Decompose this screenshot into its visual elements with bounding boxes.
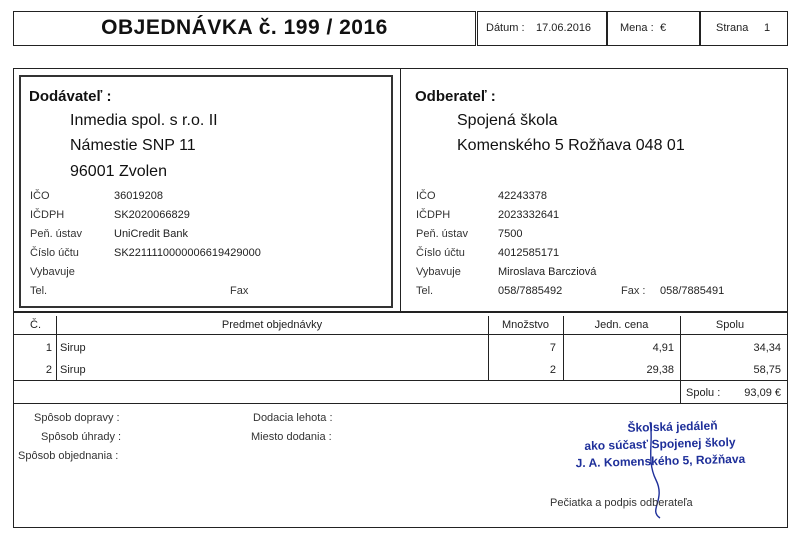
date-label: Dátum : — [486, 22, 525, 34]
row-no: 2 — [45, 364, 52, 376]
customer-fax-label: Fax : — [621, 285, 646, 297]
date-value: 17.06.2016 — [536, 22, 592, 34]
col-header-qty: Množstvo — [501, 319, 550, 331]
customer-contact-value: Miroslava Barcziová — [498, 266, 597, 278]
supplier-bank-value: UniCredit Bank — [114, 228, 188, 240]
sum-divider — [680, 380, 681, 403]
supplier-account-label: Číslo účtu — [30, 247, 79, 259]
row-qty: 7 — [549, 342, 556, 354]
supplier-contact-label: Vybavuje — [30, 266, 75, 278]
row-item: Sirup — [60, 364, 86, 376]
customer-heading: Odberateľ : — [415, 88, 496, 105]
supplier-name: Inmedia spol. s r.o. II — [70, 112, 218, 129]
customer-ico-value: 42243378 — [498, 190, 547, 202]
table-body-border — [13, 380, 788, 381]
page-label: Strana — [716, 22, 749, 34]
stamp-line: Školská jedáleň — [627, 418, 718, 435]
supplier-icdph-value: SK2020066829 — [114, 209, 190, 221]
row-unit-price: 4,91 — [652, 342, 674, 354]
supplier-ico-label: IČO — [30, 190, 50, 202]
payment-label: Spôsob úhrady : — [41, 431, 122, 443]
supplier-ico-value: 36019208 — [114, 190, 163, 202]
row-total: 58,75 — [753, 364, 781, 376]
customer-account-label: Číslo účtu — [416, 247, 465, 259]
customer-fax-value: 058/7885491 — [660, 285, 725, 297]
supplier-fax-label: Fax — [230, 285, 249, 297]
supplier-street: Námestie SNP 11 — [70, 137, 196, 154]
delivery-date-label: Dodacia lehota : — [253, 412, 333, 424]
col-header-total: Spolu — [715, 319, 745, 331]
row-total: 34,34 — [753, 342, 781, 354]
customer-account-value: 4012585171 — [498, 247, 560, 259]
signature-label: Pečiatka a podpis odberateľa — [550, 497, 693, 509]
delivery-place-label: Miesto dodania : — [251, 431, 332, 443]
stamp-line: J. A. Komenského 5, Rožňava — [575, 451, 746, 471]
order-title: OBJEDNÁVKA č. 199 / 2016 — [101, 16, 388, 39]
table-sum-border — [13, 403, 788, 404]
row-no: 1 — [45, 342, 52, 354]
customer-bank-label: Peň. ústav — [416, 228, 468, 240]
customer-icdph-value: 2023332641 — [498, 209, 560, 221]
table-header-border — [13, 334, 788, 335]
col-header-item: Predmet objednávky — [221, 319, 323, 331]
supplier-city: 96001 Zvolen — [70, 163, 167, 180]
supplier-icdph-label: IČDPH — [30, 209, 65, 221]
currency-value: € — [660, 22, 667, 34]
table-top-border — [13, 311, 788, 313]
customer-ico-label: IČO — [416, 190, 436, 202]
col-header-no: Č. — [30, 319, 41, 331]
customer-name: Spojená škola — [457, 112, 558, 129]
customer-tel-value: 058/7885492 — [498, 285, 563, 297]
row-qty: 2 — [549, 364, 556, 376]
supplier-box — [19, 75, 393, 308]
customer-bank-value: 7500 — [498, 228, 523, 240]
col-header-unit-price: Jedn. cena — [594, 319, 649, 331]
supplier-bank-label: Peň. ústav — [30, 228, 82, 240]
row-unit-price: 29,38 — [646, 364, 674, 376]
page-value: 1 — [764, 22, 771, 34]
section-divider — [400, 68, 401, 311]
row-item: Sirup — [60, 342, 86, 354]
currency-label: Mena : — [620, 22, 654, 34]
stamp-line: ako súčasť Spojenej školy — [584, 435, 736, 453]
supplier-heading: Dodávateľ : — [29, 88, 112, 105]
customer-address: Komenského 5 Rožňava 048 01 — [457, 137, 685, 154]
customer-tel-label: Tel. — [416, 285, 434, 297]
supplier-tel-label: Tel. — [30, 285, 48, 297]
sum-value: 93,09 € — [744, 387, 781, 399]
customer-contact-label: Vybavuje — [416, 266, 461, 278]
transport-label: Spôsob dopravy : — [34, 412, 120, 424]
order-method-label: Spôsob objednania : — [18, 450, 119, 462]
supplier-account-value: SK2211110000006619429000 — [114, 247, 261, 259]
sum-label: Spolu : — [686, 387, 721, 399]
customer-icdph-label: IČDPH — [416, 209, 451, 221]
